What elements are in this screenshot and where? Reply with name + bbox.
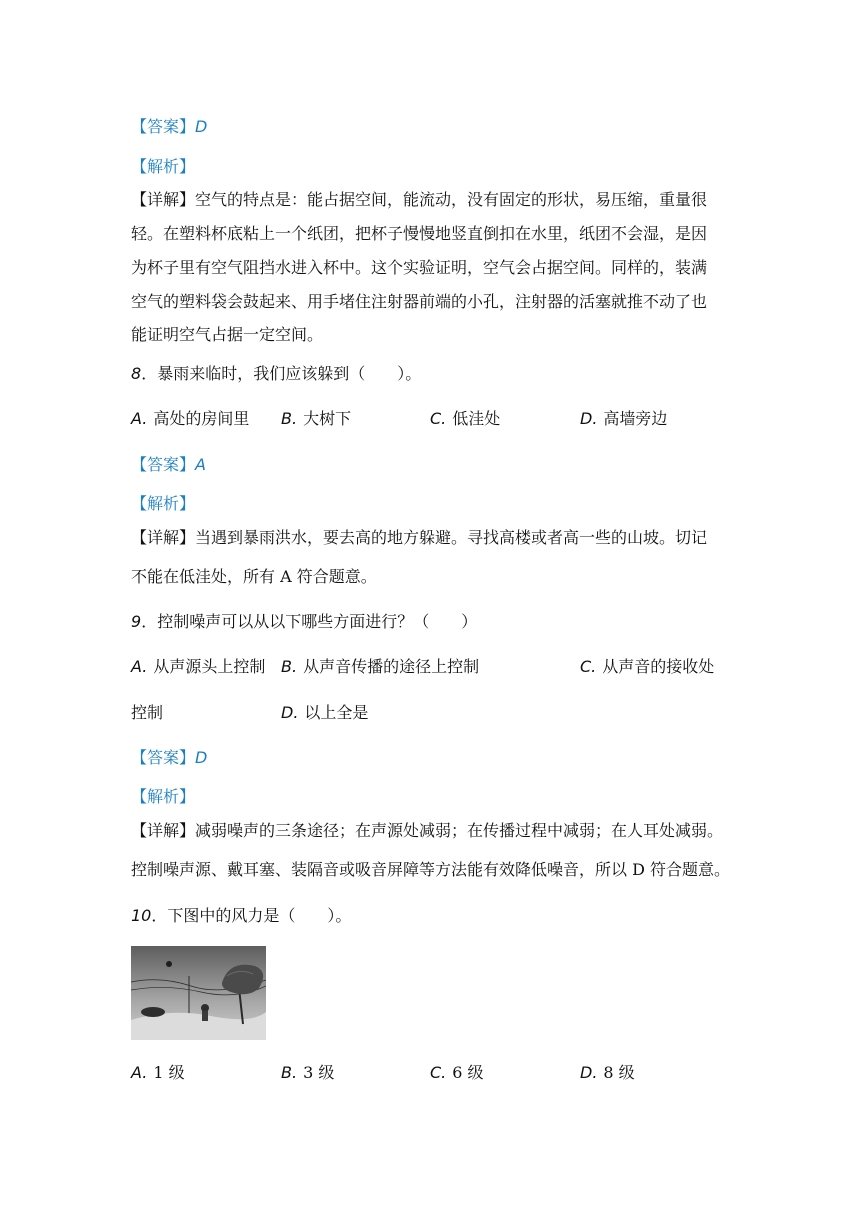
q10-option-b [281,1063,334,1083]
q10-option-c [430,1063,484,1083]
q9-option-a [131,657,265,677]
option-letter: B. [281,409,298,428]
q7-detail-line: 【详解】空气的特点是：能占据空间，能流动，没有固定的形状，易压缩，重量很 [131,190,708,209]
answer-letter: D [195,117,208,136]
answer-tag: 【答案】 [131,455,196,474]
option-text: 高墙旁边 [603,409,668,428]
answer-tag: 【答案】 [131,117,196,136]
option-letter: C. [430,409,447,428]
wind-scene-illustration [131,946,266,1040]
q9-option-b [281,657,479,677]
q8-option-a [131,409,249,429]
q9-detail-line: 【详解】减弱噪声的三条途径；在声源处减弱；在传播过程中减弱；在人耳处减弱。 [131,821,724,840]
option-letter: B. [281,657,298,676]
q7-detail-line: 为杯子里有空气阻挡水进入杯中。这个实验证明，空气会占据空间。同样的，装满 [131,258,708,277]
option-text: 从声音的接收处 [602,657,715,676]
option-letter: A. [131,409,148,428]
q9-stem [131,612,477,632]
q9-detail-line: 控制噪声源、戴耳塞、装隔音或吸音屏障等方法能有效降低噪音，所以 D 符合题意。 [131,860,731,879]
question-number: 8 [131,364,142,383]
option-letter: C. [580,657,597,676]
q8-stem [131,364,421,384]
question-text: ．下图中的风力是（ ）。 [151,906,352,925]
q9-option-d [281,703,368,723]
option-text: 8 级 [603,1063,635,1082]
q7-detail-line: 能证明空气占据一定空间。 [131,325,324,344]
option-text: 6 级 [452,1063,484,1082]
option-text: 3 级 [303,1063,335,1082]
q7-detail-line: 轻。在塑料杯底粘上一个纸团，把杯子慢慢地竖直倒扣在水里，纸团不会湿，是因 [131,224,708,243]
answer-tag: 【答案】 [131,748,196,767]
q7-answer [131,117,207,137]
q9-analysis-tag: 【解析】 [131,787,196,806]
q8-detail-line: 不能在低洼处，所有 A 符合题意。 [131,567,377,586]
q8-answer [131,455,206,475]
option-text: 1 级 [153,1063,185,1082]
q8-detail-line: 【详解】当遇到暴雨洪水，要去高的地方躲避。寻找高楼或者高一些的山坡。切记 [131,528,708,547]
q9-option-c [580,657,714,677]
q9-answer [131,748,207,768]
q9-option-c-wrap: 控制 [131,703,164,722]
option-letter: A. [131,657,148,676]
q7-detail-line: 空气的塑料袋会鼓起来、用手堵住注射器前端的小孔，注射器的活塞就推不动了也 [131,292,708,311]
option-letter: C. [430,1063,447,1082]
option-letter: D. [580,409,598,428]
question-number: 10 [131,906,152,925]
option-text: 高处的房间里 [153,409,250,428]
option-text: 以上全是 [304,703,369,722]
q8-option-b [281,409,351,429]
q10-option-d [580,1063,635,1083]
answer-letter: A [195,455,206,474]
q10-option-a [131,1063,185,1083]
question-number: 9 [131,612,142,631]
option-letter: A. [131,1063,148,1082]
wind-scene-photo [131,946,266,1040]
answer-letter: D [195,748,208,767]
option-letter: D. [580,1063,598,1082]
q10-stem [131,906,351,926]
option-text: 从声源头上控制 [153,657,266,676]
option-letter: B. [281,1063,298,1082]
q8-option-d [580,409,667,429]
option-letter: D. [281,703,299,722]
q7-analysis-tag: 【解析】 [131,157,196,176]
q8-option-c [430,409,500,429]
question-text: ．暴雨来临时，我们应该躲到（ ）。 [141,364,422,383]
q8-analysis-tag: 【解析】 [131,494,196,513]
option-text: 大树下 [303,409,352,428]
option-text: 低洼处 [452,409,501,428]
question-text: ．控制噪声可以从以下哪些方面进行？（ ） [141,612,478,631]
option-text: 从声音传播的途径上控制 [303,657,480,676]
